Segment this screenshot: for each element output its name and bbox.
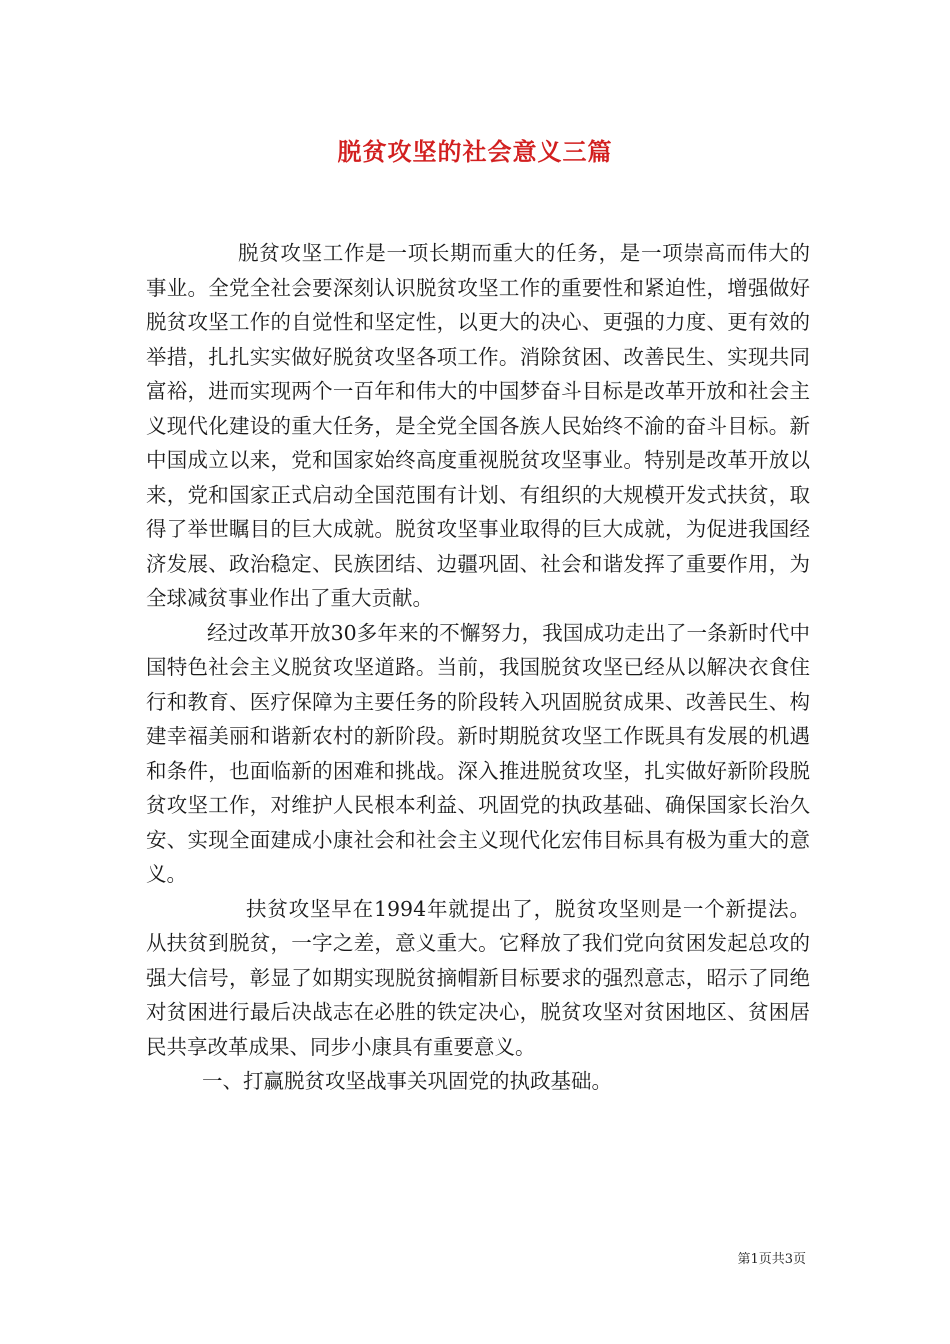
- paragraph-2: 经过改革开放30多年来的不懈努力，我国成功走出了一条新时代中国特色社会主义脱贫攻坚道路。当前，我国脱贫攻坚已经从以解决衣食住行和教育、医疗保障为主要任务的阶段转入巩固脱贫成果、改善民生、构建幸福美丽和谐新农村的新阶段。新时期脱贫攻坚工作既具有发展的机遇和条件，也面临新的困难和挑战。深入推进脱贫攻坚，扎实做好新阶段脱贫攻坚工作，对维护人民根本利益、巩固党的执政基础、确保国家长治久安、实现全面建成小康社会和社会主义现代化宏伟目标具有极为重大的意义。: [146, 620, 810, 886]
- section-heading-1: 一、打赢脱贫攻坚战事关巩固党的执政基础。: [202, 1069, 612, 1093]
- paragraph-3: 扶贫攻坚早在1994年就提出了，脱贫攻坚则是一个新提法。从扶贫到脱贫，一字之差，意义重大。它释放了我们党向贫困发起总攻的强大信号，彰显了如期实现脱贫摘帽新目标要求的强烈意志，昭示了同绝对贫困进行最后决战志在必胜的铁定决心，脱贫攻坚对贫困地区、贫困居民共享改革成果、同步小康具有重要意义。: [146, 896, 810, 1059]
- document-body: [146, 236, 810, 1099]
- page-number: 第1页共3页: [737, 1252, 806, 1267]
- document-title: 脱贫攻坚的社会意义三篇: [337, 137, 613, 166]
- paragraph-1: 脱贫攻坚工作是一项长期而重大的任务，是一项崇高而伟大的事业。全党全社会要深刻认识脱贫攻坚工作的重要性和紧迫性，增强做好脱贫攻坚工作的自觉性和坚定性，以更大的决心、更强的力度、更有效的举措，扎扎实实做好脱贫攻坚各项工作。消除贫困、改善民生、实现共同富裕，进而实现两个一百年和伟大的中国梦奋斗目标是改革开放和社会主义现代化建设的重大任务，是全党全国各族人民始终不渝的奋斗目标。新中国成立以来，党和国家始终高度重视脱贫攻坚事业。特别是改革开放以来，党和国家正式启动全国范围有计划、有组织的大规模开发式扶贫，取得了举世瞩目的巨大成就。脱贫攻坚事业取得的巨大成就，为促进我国经济发展、政治稳定、民族团结、边疆巩固、社会和谐发挥了重要作用，为全球减贫事业作出了重大贡献。: [146, 241, 810, 610]
